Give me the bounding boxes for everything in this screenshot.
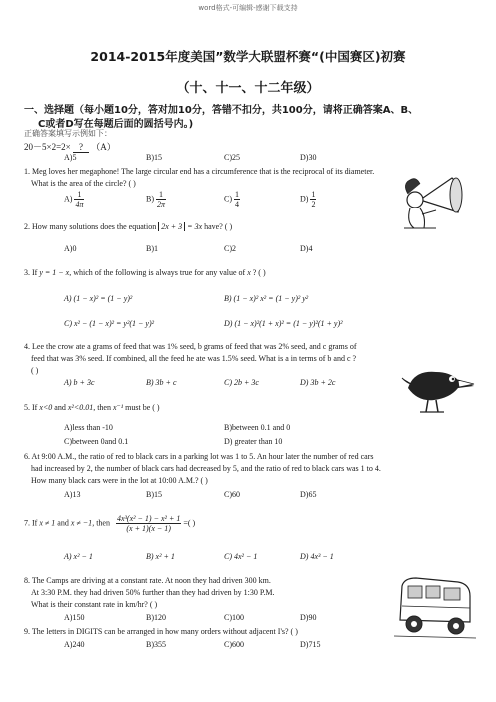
- example-question: [24, 140, 116, 153]
- crow-illustration: [398, 358, 478, 418]
- question-4-option-a: A) b + 3c: [64, 378, 95, 387]
- question-2-option-b: B)1: [146, 244, 158, 253]
- question-4-option-c: C) 2b + 3c: [224, 378, 259, 387]
- header-note: word格式-可编辑-感谢下载支持: [198, 4, 298, 12]
- question-3-option-a: A) (1 − x)² = (1 − y)²: [64, 294, 133, 303]
- question-2-option-d: D)4: [300, 244, 313, 253]
- example-option-b: B)15: [146, 153, 162, 162]
- question-7-numerator: 4x³(x² − 1) − x² + 1: [116, 514, 181, 523]
- example-answer: （A）: [91, 142, 116, 152]
- megaphone-girl-illustration: [400, 170, 472, 232]
- question-3-option-c: C) x² − (1 − x)² = y²(1 − y)²: [64, 319, 155, 328]
- question-8-option-a: A)150: [64, 613, 85, 622]
- question-3-option-d: D) (1 − x)²(1 + x)² = (1 − y)²(1 + y)²: [224, 319, 343, 328]
- question-6-option-d: D)65: [300, 490, 317, 499]
- question-9-option-a: A)240: [64, 640, 85, 649]
- question-7-option-b: B) x² + 1: [146, 552, 175, 561]
- question-4-line-1: 4. Lee the crow ate a grams of feed that was 1% seed, b grams of feed that was 2% seed, and c grams of: [24, 342, 357, 351]
- question-5-option-d: D) greater than 10: [224, 437, 283, 446]
- example-option-a: A)5: [64, 153, 77, 162]
- example-blank: ?: [73, 142, 89, 153]
- question-1-option-c: C) $\frac{1}{4}$: [224, 190, 239, 209]
- question-5-option-b: B)between 0.1 and 0: [224, 423, 291, 432]
- question-4-option-b: B) 3b + c: [146, 378, 177, 387]
- question-8-option-c: C)100: [224, 613, 244, 622]
- question-1-line-1: 1. Meg loves her megaphone! The large circular end has a circumference that is the reciprocal of its diameter.: [24, 167, 375, 176]
- question-2-option-a: A)0: [64, 244, 77, 253]
- absolute-value-expression: 2x + 3: [158, 222, 185, 231]
- question-4-line-3: ( ): [31, 366, 39, 375]
- question-4-option-d: D) 3b + 2c: [300, 378, 336, 387]
- question-1-line-2: What is the area of the circle? ( ): [31, 179, 136, 188]
- example-option-c: C)25: [224, 153, 240, 162]
- question-3-option-b: B) (1 − x)² x² = (1 − y)² y²: [224, 294, 309, 303]
- question-5-option-c: C)between 0and 0.1: [64, 437, 129, 446]
- question-6-option-b: B)15: [146, 490, 162, 499]
- question-8-line-1: 8. The Camps are driving at a constant rate. At noon they had driven 300 km.: [24, 576, 271, 585]
- example-hint: 正确答案填写示例如下：: [24, 129, 112, 138]
- question-9-option-c: C)600: [224, 640, 244, 649]
- example-expression: 20－5×2=2×: [24, 142, 71, 152]
- example-option-d: D)30: [300, 153, 317, 162]
- question-2: 2. How many solutions does the equation 2x + 3 = 3x have? ( ): [24, 222, 233, 231]
- question-9-option-d: D)715: [300, 640, 321, 649]
- section-heading-line2: C或者D写在每题后面的圆括号内。): [38, 119, 194, 130]
- question-6-line-2: had increased by 2, the number of black cars had decreased by 5, and the ratio of red to black cars was 1 to 4.: [31, 464, 381, 473]
- question-5: 5. If x<0 and x²<0.01, then x⁻¹ must be ( ): [24, 403, 160, 412]
- question-8-option-b: B)120: [146, 613, 166, 622]
- question-7-option-a: A) x² − 1: [64, 552, 93, 561]
- question-7: 7. If x ≠ 1 and x ≠ −1, then $\frac{\text{4x³(x² − 1) − x² + 1}}{(x + 1)(x - 1)}$ =( ): [24, 514, 196, 533]
- question-6-option-c: C)60: [224, 490, 240, 499]
- question-5-option-a: A)less than -10: [64, 423, 113, 432]
- question-3: 3. If y = 1 − x, which of the following is always true for any value of x ? ( ): [24, 268, 266, 277]
- question-9-line-1: 9. The letters in DIGITS can be arranged in how many orders without adjacent I's? ( ): [24, 627, 298, 636]
- question-8-line-3: What is their constant rate in km/hr? ( ): [31, 600, 158, 609]
- question-2-option-c: C)2: [224, 244, 236, 253]
- question-8-option-d: D)90: [300, 613, 317, 622]
- camper-van-illustration: [392, 572, 478, 642]
- question-9-option-b: B)355: [146, 640, 166, 649]
- question-6-option-a: A)13: [64, 490, 81, 499]
- question-1-option-d: D) $\frac{1}{2}$: [300, 190, 316, 209]
- page-title: 2014-2015年度美国”数学大联盟杯赛“(中国赛区)初赛: [90, 49, 406, 64]
- question-7-denominator: (x + 1)(x − 1): [126, 524, 171, 533]
- question-7-option-d: D) 4x³ − 1: [300, 552, 334, 561]
- question-6-line-3: How many black cars were in the lot at 10:00 A.M.? ( ): [31, 476, 208, 485]
- question-7-option-c: C) 4x² − 1: [224, 552, 258, 561]
- page-subtitle: （十、十一、十二年级）: [176, 81, 320, 96]
- question-6-line-1: 6. At 9:00 A.M., the ratio of red to black cars in a parking lot was 1 to 5. An hour later the number of red cars: [24, 452, 374, 461]
- question-8-line-2: At 3:30 P.M. they had driven 50% further than they had driven by 1:30 P.M.: [31, 588, 275, 597]
- question-4-line-2: feed that was 3% seed. If combined, all the feed he ate was 1.5% seed. What is a in terms of b and c ?: [31, 354, 357, 363]
- question-1-option-a: A) $\frac{1}{4\pi}$: [64, 190, 84, 209]
- question-1-option-b: B) $\frac{1}{2\pi}$: [146, 190, 166, 209]
- section-heading-line1: 一、选择题（每小题10分，答对加10分，答错不扣分，共100分，请将正确答案A、B、: [24, 105, 419, 116]
